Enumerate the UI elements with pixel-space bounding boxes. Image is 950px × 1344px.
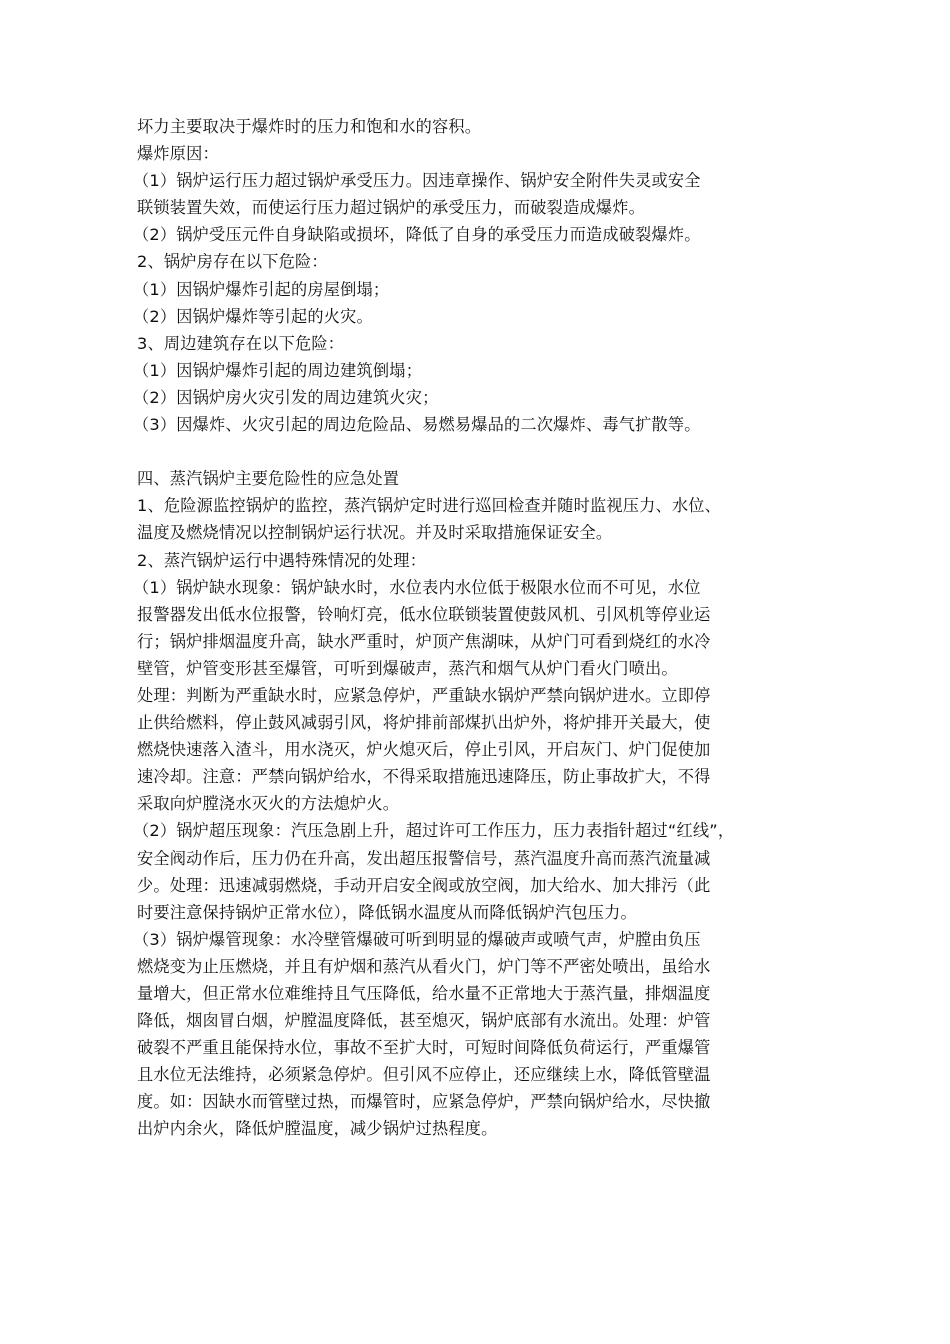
text-line: 联锁装置失效，而使运行压力超过锅炉的承受压力，而破裂造成爆炸。 [137,198,646,218]
text-line: 1、危险源监控锅炉的监控，蒸汽锅炉定时进行巡回检查并随时监视压力、水位、 [137,496,722,516]
text-line: （2）锅炉受压元件自身缺陷或损坏，降低了自身的承受压力而造成破裂爆炸。 [133,225,701,245]
document-body [133,113,827,1143]
text-line: 坏力主要取决于爆炸时的压力和饱和水的容积。 [137,117,482,136]
text-line: （1）锅炉运行压力超过锅炉承受压力。因违章操作、锅炉安全附件失灵或安全 [133,171,701,191]
text-line: 行；锅炉排烟温度升高，缺水严重时，炉顶产焦湖味，从炉门可看到烧红的水冷 [137,631,711,651]
text-line: 爆炸原因： [137,144,219,164]
section-heading: 2、蒸汽锅炉运行中遇特殊情况的处理： [137,550,427,570]
text-line: 温度及燃烧情况以控制锅炉运行状况。并及时采取措施保证安全。 [137,523,613,543]
text-line: 出炉内余火，降低炉膛温度，减少锅炉过热程度。 [137,1119,498,1139]
text-line: （2）锅炉超压现象：汽压急剧上升，超过许可工作压力，压力表指针超过“红线”， [133,821,735,841]
text-line: 报警器发出低水位报警，铃响灯亮，低水位联锁装置使鼓风机、引风机等停业运 [137,604,711,624]
text-line: 量增大，但正常水位难维持且气压降低，给水量不正常地大于蒸汽量，排烟温度 [137,984,711,1003]
text-line: 度。如：因缺水而管壁过热，而爆管时，应紧急停炉，严禁向锅炉给水，尽快撤 [137,1092,711,1112]
text-line: （3）因爆炸、火灾引起的周边危险品、易燃易爆品的二次爆炸、毒气扩散等。 [133,415,701,435]
text-line: 燃烧快速落入渣斗，用水浇灭，炉火熄灭后，停止引风，开启灰门、炉门促使加 [137,740,711,760]
text-line: （2）因锅炉房火灾引发的周边建筑火灾； [133,387,439,407]
text-line: 处理：判断为严重缺水时，应紧急停炉，严重缺水锅炉严禁向锅炉进水。立即停 [137,685,711,705]
blank-line [137,438,827,465]
text-line: （1）因锅炉爆炸引起的周边建筑倒塌； [133,360,423,380]
text-line: 降低，烟囱冒白烟，炉膛温度降低，甚至熄灭，锅炉底部有水流出。处理：炉管 [137,1011,711,1031]
section-heading: 2、锅炉房存在以下危险： [137,252,328,272]
text-line: 速冷却。注意：严禁向锅炉给水，不得采取措施迅速降压，防止事故扩大，不得 [137,767,711,787]
section-heading: 3、周边建筑存在以下危险： [137,333,345,353]
text-line: 壁管，炉管变形甚至爆管，可听到爆破声，蒸汽和烟气从炉门看火门喷出。 [137,658,678,678]
text-line: （2）因锅炉爆炸等引起的火灾。 [133,306,373,326]
text-line: 破裂不严重且能保持水位，事故不至扩大时，可短时间降低负荷运行，严重爆管 [137,1038,711,1058]
text-line: 少。处理：迅速减弱燃烧，手动开启安全阀或放空阀，加大给水、加大排污（此 [137,875,711,895]
text-line: （1）锅炉缺水现象：锅炉缺水时，水位表内水位低于极限水位而不可见，水位 [133,577,701,597]
chapter-heading: 四、蒸汽锅炉主要危险性的应急处置 [137,469,400,489]
text-line: （1）因锅炉爆炸引起的房屋倒塌； [133,279,390,299]
text-line: 且水位无法维持，必须紧急停炉。但引风不应停止，还应继续上水，降低管壁温 [137,1065,711,1085]
text-line: 安全阀动作后，压力仍在升高，发出超压报警信号，蒸汽温度升高而蒸汽流量减 [137,848,711,868]
text-line: 止供给燃料，停止鼓风减弱引风，将炉排前部煤扒出炉外，将炉排开关最大，使 [137,713,711,733]
text-line: 时要注意保持锅炉正常水位），降低锅水温度从而降低锅炉汽包压力。 [137,902,637,922]
text-line: （3）锅炉爆管现象：水冷壁管爆破可听到明显的爆破声或喷气声，炉膛由负压 [133,929,701,949]
text-line: 采取向炉膛浇水灭火的方法熄炉火。 [137,794,400,814]
text-line: 燃烧变为止压燃烧，并且有炉烟和蒸汽从看火门，炉门等不严密处喷出，虽给水 [137,956,711,976]
